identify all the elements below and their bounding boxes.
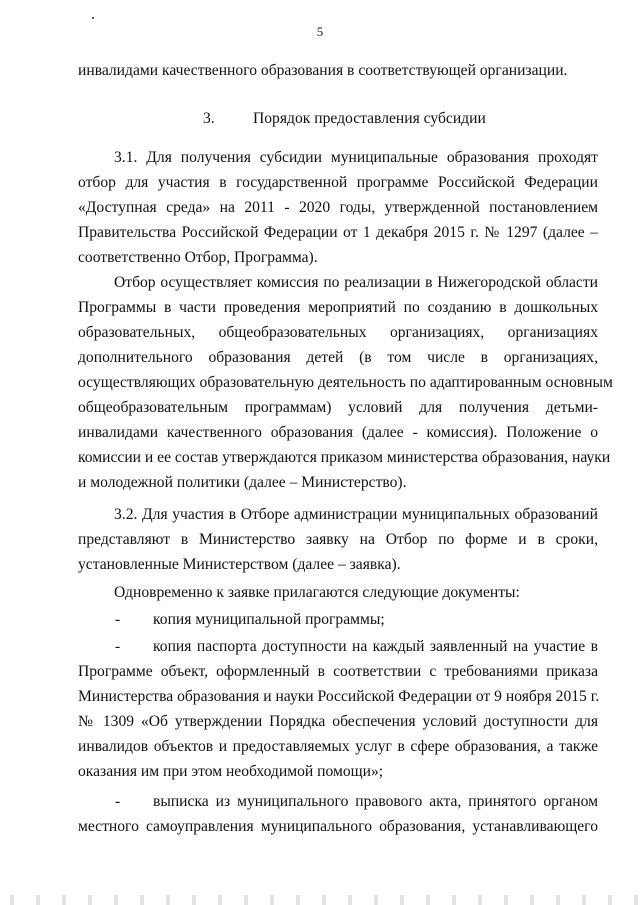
text-line: Программе объект, оформленный в соответствии с требованиями приказа (78, 663, 598, 680)
section-heading (203, 109, 486, 129)
text-line: оказания им при этом необходимой помощи»; (78, 763, 384, 780)
text-line: отбор для участия в государственной программе Российской Федерации (78, 174, 598, 191)
text-line: Программы в части проведения мероприятий по созданию в дошкольных (78, 299, 598, 316)
text-line: «Доступная среда» на 2011 - 2020 годы, утвержденной постановлением (78, 199, 598, 216)
text-line: образовательных, общеобразовательных организациях, организациях (78, 324, 598, 341)
list-item: копия муниципальной программы; (153, 611, 385, 628)
list-item: выписка из муниципального правового акта, принятого органом (153, 793, 598, 810)
scan-speck (92, 17, 94, 19)
text-line: соответственно Отбор, Программа). (78, 249, 318, 266)
list-dash: - (115, 638, 121, 655)
text-line: инвалидов объектов и предоставляемых услуг в сфере образования, а также (78, 738, 598, 755)
text-line: 3.1. Для получения субсидии муниципальные образования проходят (114, 149, 598, 166)
text-line: инвалидами качественного образования в соответствующей организации. (78, 62, 568, 79)
text-line: 3.2. Для участия в Отборе администрации муниципальных образований (114, 506, 598, 523)
text-line: инвалидами качественного образования (далее - комиссия). Положение о (78, 424, 598, 441)
text-line: дополнительного образования детей (в том числе в организациях, (78, 349, 598, 366)
section-number: 3. (203, 110, 215, 127)
text-line: местного самоуправления муниципального образования, устанавливающего (78, 818, 598, 835)
text-line: и молодежной политики (далее – Министерство). (78, 474, 407, 491)
text-line: комиссии и ее состав утверждаются приказом министерства образования, науки (78, 449, 611, 466)
text-line: Одновременно к заявке прилагаются следующие документы: (114, 584, 520, 601)
page-number: 5 (316, 24, 324, 39)
text-line: Министерства образования и науки Российской Федерации от 9 ноября 2015 г. (78, 688, 600, 705)
list-item: копия паспорта доступности на каждый заявленный на участие в (153, 638, 598, 655)
section-title: Порядок предоставления субсидии (253, 110, 486, 127)
text-line: представляют в Министерство заявку на Отбор по форме и в сроки, (78, 531, 598, 548)
text-line: Отбор осуществляет комиссия по реализации в Нижегородской области (114, 274, 598, 291)
list-dash: - (115, 793, 121, 810)
text-line: осуществляющих образовательную деятельность по адаптированным основным (78, 374, 613, 391)
text-line: № 1309 «Об утверждении Порядка обеспечения условий доступности для (78, 713, 598, 730)
text-line: общеобразовательным программам) условий для получения детьми- (78, 399, 598, 416)
list-dash: - (115, 611, 121, 628)
text-line: Правительства Российской Федерации от 1 декабря 2015 г. № 1297 (далее – (78, 224, 598, 241)
scan-edge-noise (0, 895, 640, 905)
text-line: установленные Министерством (далее – заявка). (78, 556, 401, 573)
